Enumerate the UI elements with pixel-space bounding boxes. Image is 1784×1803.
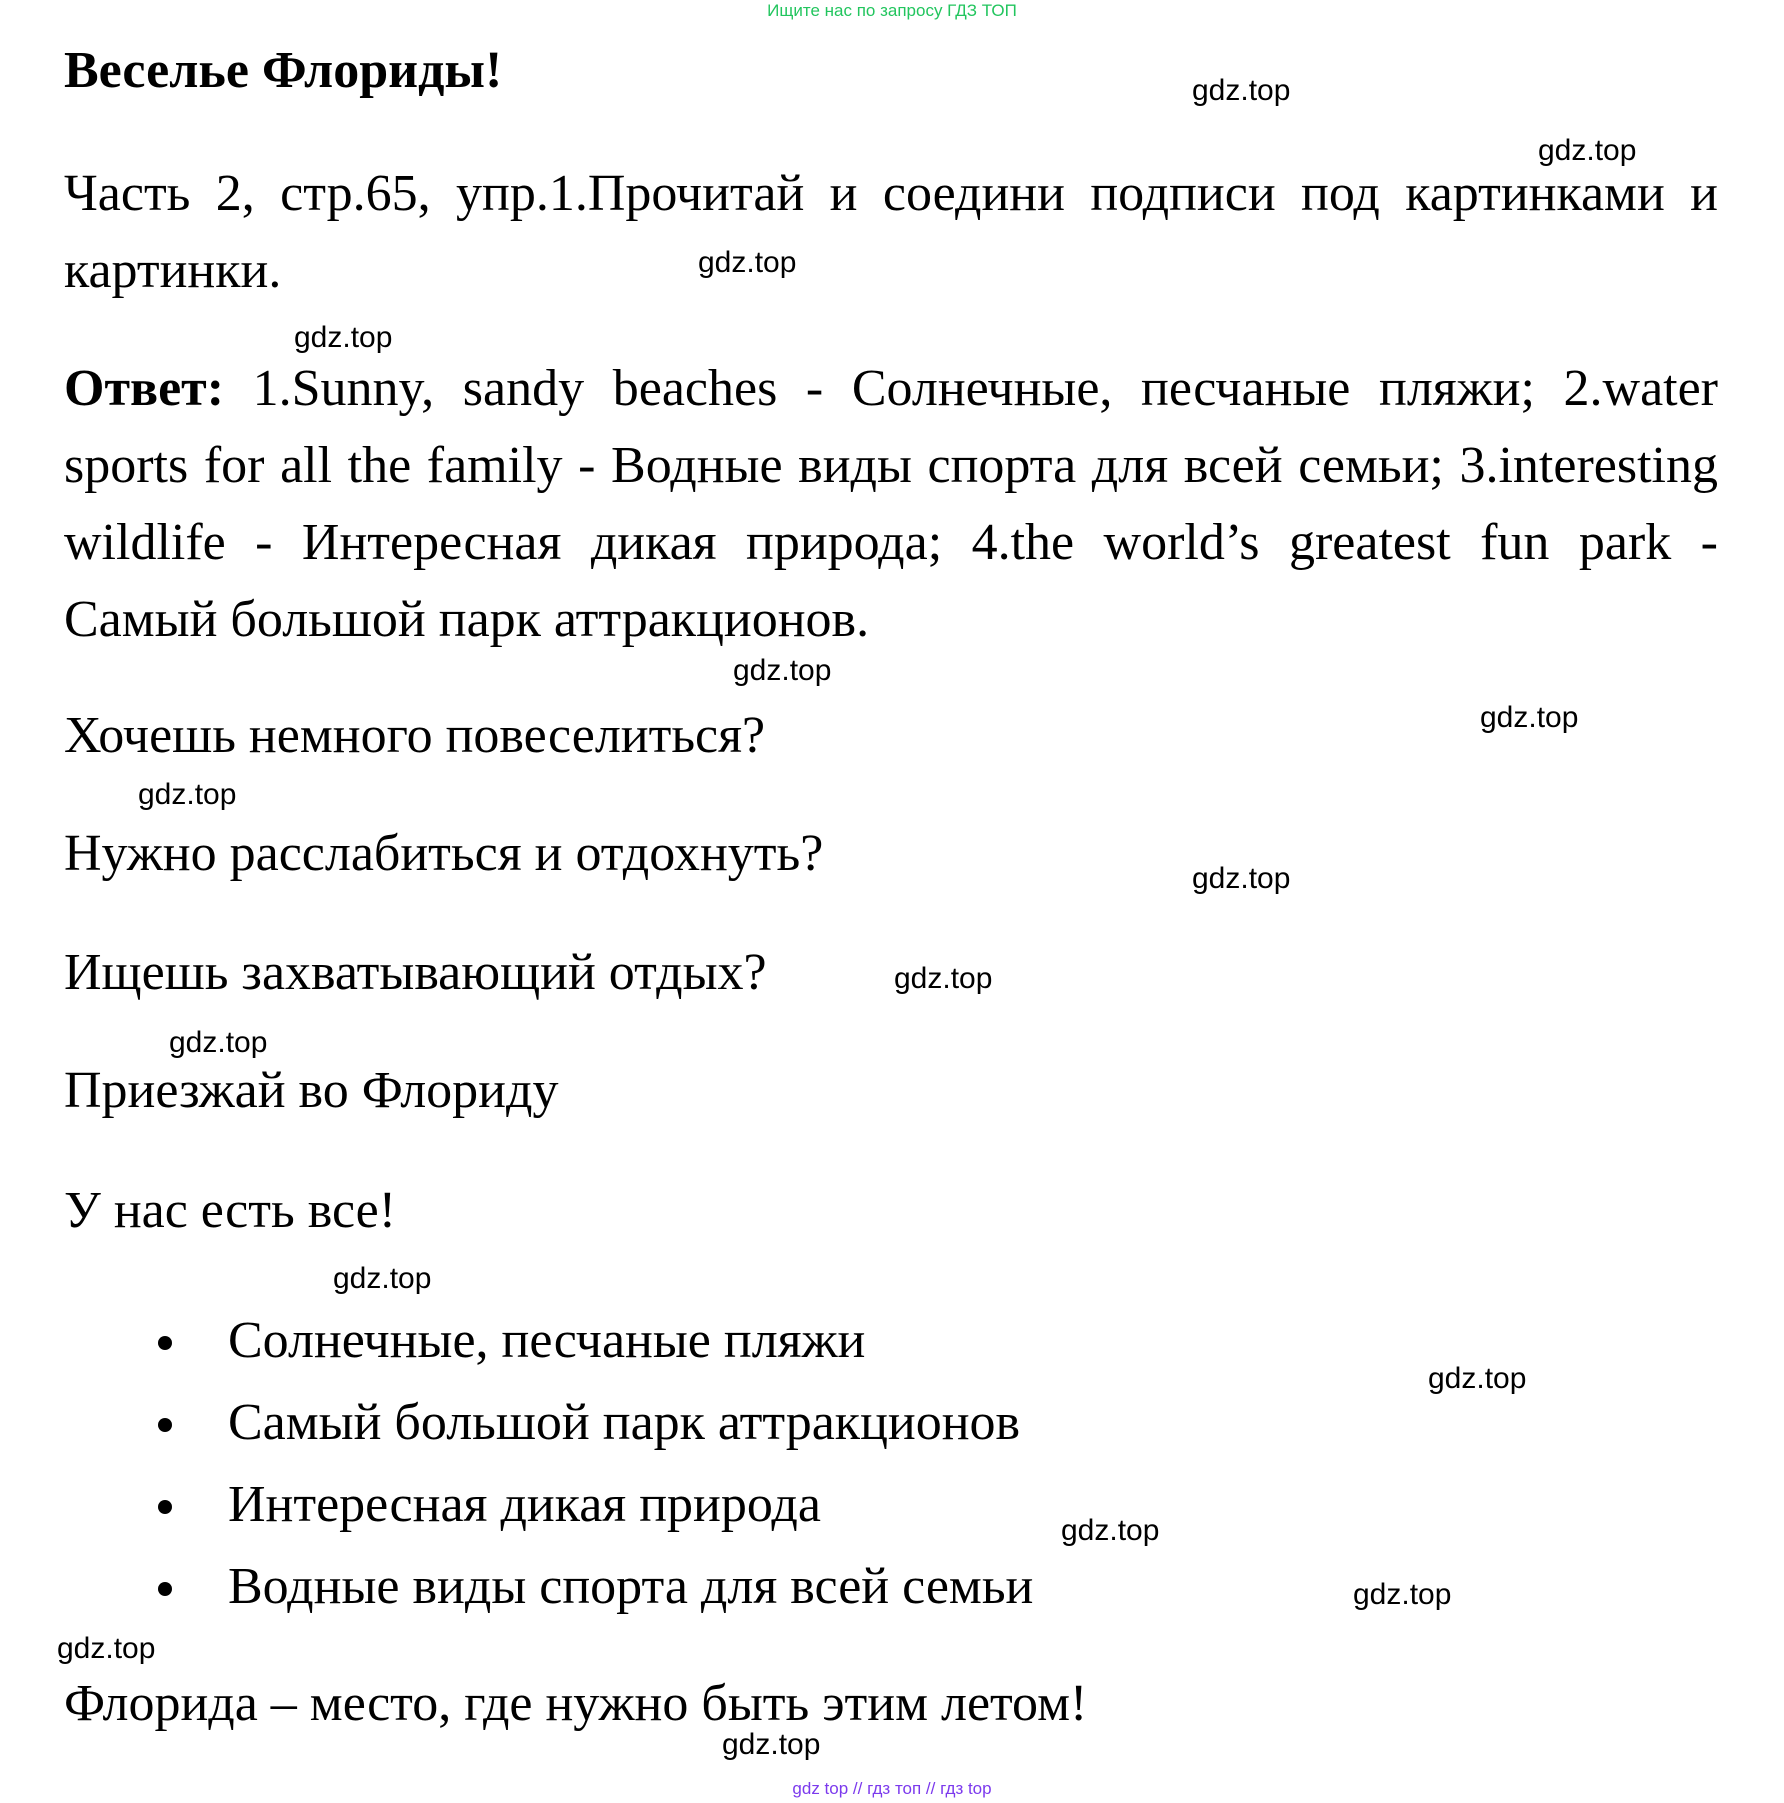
list-item: Водные виды спорта для всей семьи (140, 1546, 1033, 1628)
watermark: gdz.top (1353, 1578, 1452, 1611)
bullet-dot (158, 1582, 172, 1596)
watermark: gdz.top (294, 321, 393, 354)
watermark: gdz.top (733, 654, 832, 687)
watermark: gdz.top (138, 778, 237, 811)
task-text: Часть 2, стр.65, упр.1.Прочитай и соедини подписи под картинками и картинки. (64, 165, 1718, 299)
watermark: gdz.top (169, 1026, 268, 1059)
watermark: gdz.top (1480, 701, 1579, 734)
answer-text: 1.Sunny, sandy beaches - Солнечные, песчаные пляжи; 2.water sports for all the family - Водные виды спорта для всей семьи; 3.interesting wildlife - Интересная дикая природа; 4.the world’s greatest fun park - Самый большой парк аттракционов. (64, 360, 1718, 648)
watermark: gdz.top (1192, 862, 1291, 895)
we-have-everything: У нас есть все! (64, 1182, 397, 1239)
watermark: gdz.top (1061, 1514, 1160, 1547)
watermark: gdz.top (894, 962, 993, 995)
come-to-florida: Приезжай во Флориду (64, 1062, 559, 1119)
question-fun: Хочешь немного повеселиться? (64, 707, 766, 764)
closing-line: Флорида – место, где нужно быть этим летом! (64, 1675, 1088, 1732)
watermark: gdz.top (57, 1632, 156, 1665)
watermark: gdz.top (698, 246, 797, 279)
watermark: gdz.top (333, 1262, 432, 1295)
bullet-dot (158, 1418, 172, 1432)
list-item: Самый большой парк аттракционов (140, 1382, 1033, 1464)
bullet-dot (158, 1500, 172, 1514)
question-holiday: Ищешь захватывающий отдых? (64, 944, 767, 1001)
watermark: gdz.top (1192, 74, 1291, 107)
list-item: Солнечные, песчаные пляжи (140, 1300, 1033, 1382)
list-item: Интересная дикая природа (140, 1464, 1033, 1546)
feature-list (140, 1300, 1033, 1628)
answer-label: Ответ: (64, 360, 225, 417)
page-title: Веселье Флориды! (64, 42, 503, 99)
watermark: gdz.top (1538, 134, 1637, 167)
answer-paragraph (64, 350, 1718, 658)
bullet-dot (158, 1336, 172, 1350)
top-banner: Ищите нас по запросу ГДЗ ТОП (767, 1, 1017, 20)
watermark: gdz.top (1428, 1362, 1527, 1395)
watermark: gdz.top (722, 1728, 821, 1761)
question-relax: Нужно расслабиться и отдохнуть? (64, 825, 824, 882)
footer-links: gdz top // гдз топ // гдз top (792, 1779, 992, 1798)
